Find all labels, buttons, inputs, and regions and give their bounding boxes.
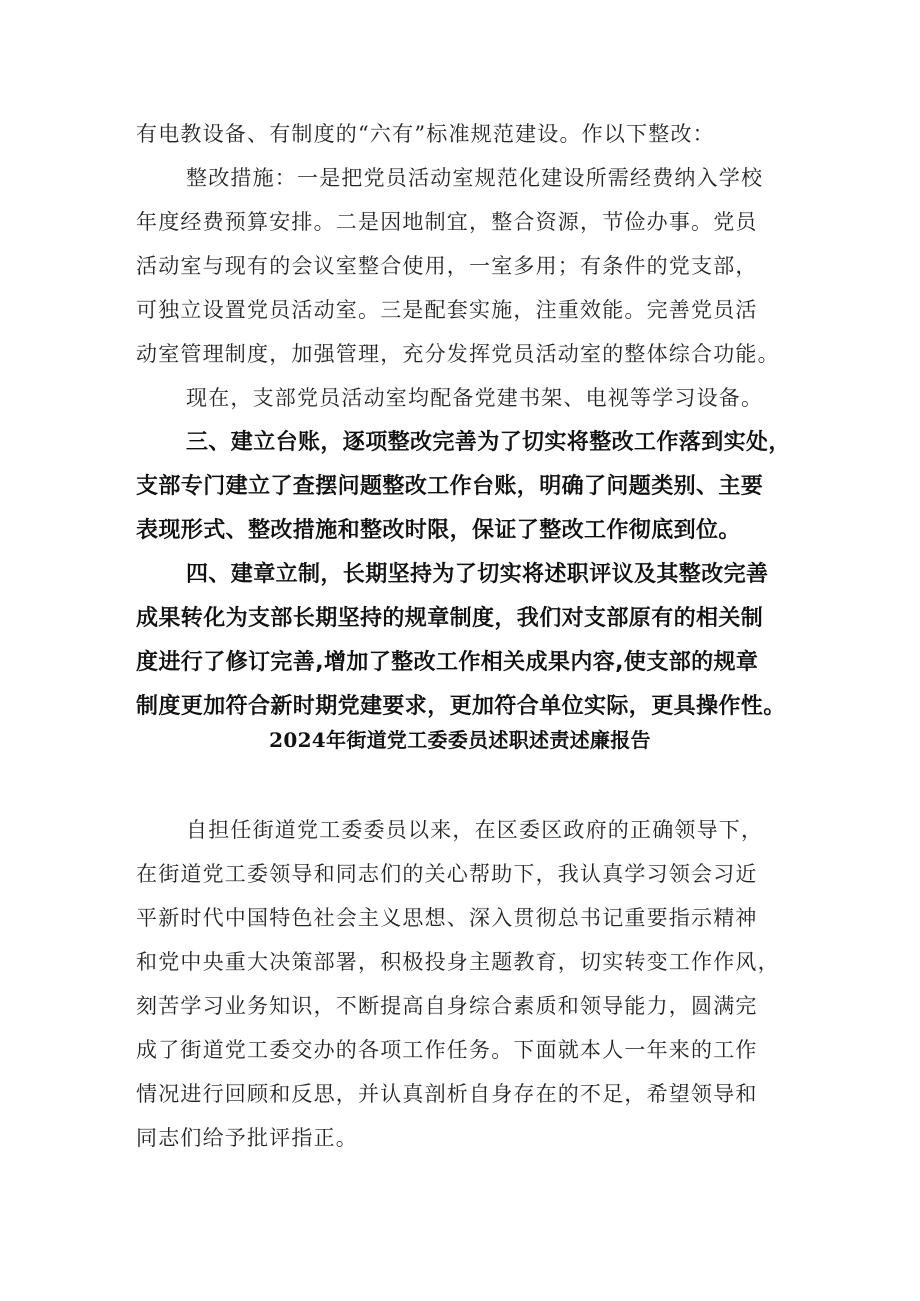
body-line: 活动室与现有的会议室整合使用，一室多用；有条件的党支部， (136, 254, 758, 278)
body-line: 在街道党工委领导和同志们的关心帮助下，我认真学习领会习近 (136, 862, 758, 886)
document-title: 2024年街道党工委委员述职述责述廉报告 (269, 728, 651, 752)
body-line: 同志们给予批评指正。 (136, 1126, 358, 1150)
body-line: 可独立设置党员活动室。三是配套实施，注重效能。完善党员活 (136, 298, 758, 322)
body-line: 平新时代中国特色社会主义思想、深入贯彻总书记重要指示精神 (136, 906, 758, 930)
body-line: 自担任街道党工委委员以来，在区委区政府的正确领导下， (186, 818, 764, 842)
body-line-bold: 表现形式、整改措施和整改时限，保证了整改工作彻底到位。 (136, 518, 741, 543)
body-line-bold: 度进行了修订完善,增加了整改工作相关成果内容,使支部的规章 (136, 650, 759, 675)
section-heading-three: 三、建立台账，逐项整改完善为了切实将整改工作落到实处， (186, 430, 791, 455)
body-line: 情况进行回顾和反思，并认真剖析自身存在的不足，希望领导和 (136, 1082, 758, 1106)
body-line-bold: 制度更加符合新时期党建要求，更加符合单位实际，更具操作性。 (136, 694, 786, 719)
body-line: 整改措施：一是把党员活动室规范化建设所需经费纳入学校 (186, 166, 764, 190)
body-line: 现在，支部党员活动室均配备党建书架、电视等学习设备。 (186, 386, 764, 410)
body-line-bold: 支部专门建立了查摆问题整改工作台账，明确了问题类别、主要 (136, 474, 764, 499)
body-line: 年度经费预算安排。二是因地制宜，整合资源，节俭办事。党员 (136, 210, 758, 234)
body-line-bold: 成果转化为支部长期坚持的规章制度，我们对支部原有的相关制 (136, 606, 764, 631)
section-heading-four: 四、建章立制，长期坚持为了切实将述职评议及其整改完善 (186, 562, 769, 587)
body-line: 动室管理制度，加强管理，充分发挥党员活动室的整体综合功能。 (136, 342, 780, 366)
body-line: 有电教设备、有制度的“六有”标准规范建设。作以下整改： (136, 122, 715, 146)
body-line: 和党中央重大决策部署，积极投身主题教育，切实转变工作作风， (136, 950, 780, 974)
body-line: 刻苦学习业务知识，不断提高自身综合素质和领导能力，圆满完 (136, 994, 758, 1018)
body-line: 成了街道党工委交办的各项工作任务。下面就本人一年来的工作 (136, 1038, 758, 1062)
